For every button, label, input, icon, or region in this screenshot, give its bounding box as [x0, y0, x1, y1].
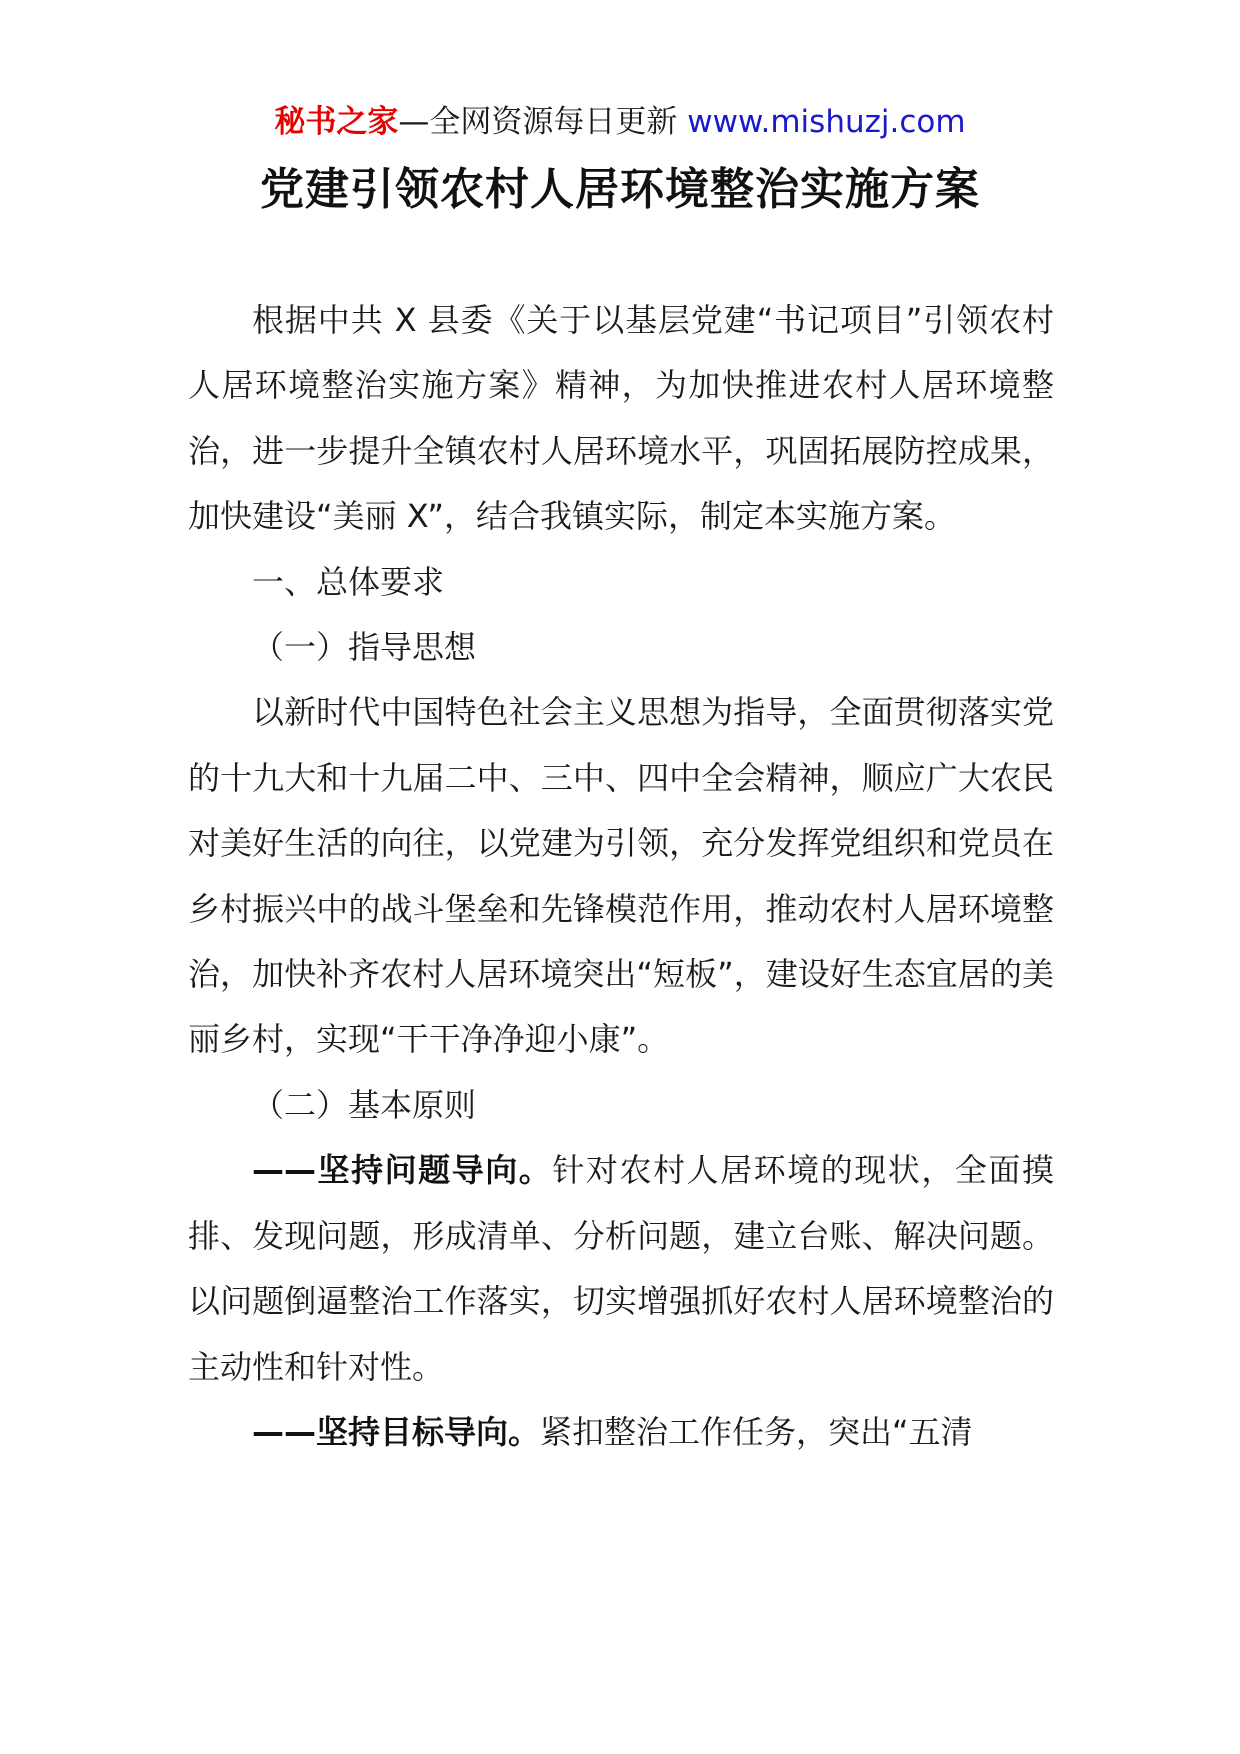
site-header [0, 100, 1240, 144]
brand-name: 秘书之家 [274, 104, 399, 140]
paragraph-lead: ——坚持目标导向。 [252, 1412, 541, 1451]
header-slogan: —全网资源每日更新 [398, 104, 688, 140]
document-title: 党建引领农村人居环境整治实施方案 [260, 164, 980, 215]
section-heading-1 [188, 550, 1054, 615]
subsection-heading-1 [188, 615, 1054, 680]
principle-goal-oriented [188, 1400, 1054, 1465]
paragraph-text: 以新时代中国特色社会主义思想为指导，全面贯彻落实党的十九大和十九届二中、三中、四中全会精神，顺应广大农民对美好生活的向往，以党建为引领，充分发挥党组织和党员在乡村振兴中的战斗堡垒和先锋模范作用，推动农村人居环境整治，加快补齐农村人居环境突出“短板”，建设好生态宜居的美丽乡村，实现“干干净净迎小康”。 [188, 693, 1054, 1059]
paragraph-text: 一、总体要求 [252, 562, 445, 601]
principle-problem-oriented [188, 1138, 1054, 1400]
paragraph-text: 针对农村人居环境的现状，全面摸排、发现问题，形成清单、分析问题，建立台账、解决问题。以问题倒逼整治工作落实，切实增强抓好农村人居环境整治的主动性和针对性。 [188, 1151, 1054, 1386]
paragraph-guiding-ideology [188, 680, 1054, 1072]
paragraph-intro [188, 288, 1054, 550]
paragraph-text: （一）指导思想 [252, 628, 477, 667]
document-body [188, 288, 1054, 1465]
paragraph-text: （二）基本原则 [252, 1085, 477, 1124]
paragraph-lead: ——坚持问题导向。 [252, 1151, 553, 1190]
paragraph-text: 根据中共 X 县委《关于以基层党建“书记项目”引领农村人居环境整治实施方案》精神，为加快推进农村人居环境整治，进一步提升全镇农村人居环境水平，巩固拓展防控成果，加快建设“美丽 X”，结合我镇实际，制定本实施方案。 [188, 301, 1054, 536]
paragraph-text: 紧扣整治工作任务，突出“五清 [540, 1412, 973, 1451]
subsection-heading-2 [188, 1073, 1054, 1138]
site-url-link[interactable]: www.mishuzj.com [687, 104, 966, 140]
